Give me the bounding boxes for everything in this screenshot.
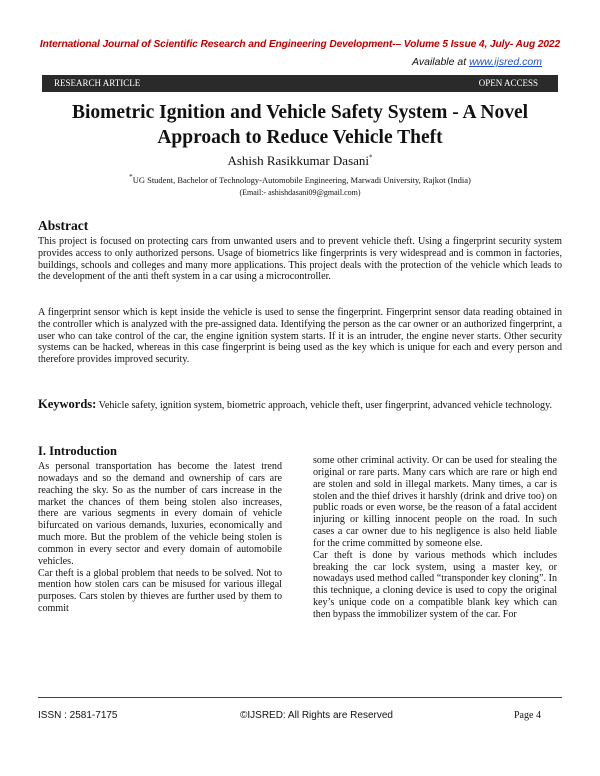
- available-at: [412, 56, 542, 68]
- article-banner: [42, 75, 558, 92]
- right-column: [313, 455, 557, 621]
- keywords: [38, 398, 562, 413]
- available-prefix: Available at: [412, 56, 470, 68]
- author-name: [40, 153, 560, 169]
- left-column: [38, 443, 282, 615]
- footer-page-number: Page 4: [514, 710, 541, 721]
- keywords-text: Vehicle safety, ignition system, biometric approach, vehicle theft, user fingerprint, advanced vehicle technology.: [96, 400, 552, 411]
- intro-paragraph-2: Car theft is a global problem that needs to be solved. Not to mention how stolen cars can be misused for various illegal purposes. Cars stolen by thieves are further used by them to commit: [38, 567, 282, 615]
- author-email: (Email:- ashishdasani09@gmail.com): [239, 188, 361, 197]
- journal-header: International Journal of Scientific Research and Engineering Development-– Volume 5 Issue 4, July- Aug 2022: [39, 39, 561, 50]
- intro-paragraph-3: some other criminal activity. Or can be used for stealing the original or rare parts. Many cars which are rare or high end are stolen and sold in illegal markets. Many times, a car is stolen and the thief drives it harshly (drink and drive too) on public roads or even worse, be the reason of a fatal accident injuring or killing innocent people on the road. In such cases a car owner due to his negligence is also held liable for the crime committed by someone else.: [313, 455, 557, 549]
- journal-website-link[interactable]: www.ijsred.com: [469, 56, 542, 68]
- open-access-label: OPEN ACCESS: [478, 78, 538, 88]
- intro-paragraph-1: As personal transportation has become the latest trend nowadays and so the demand and ownership of cars are reaching the sky. So as the number of cars increase in the market the chances of them being stolen also increases, there are various segments in every domain of vehicle bifurcated on various demands, luxuries, economically and much more. But the problem of the vehicle being stolen is common in every sector and every domain of automobile vehicles.: [38, 461, 282, 567]
- footer-divider: [38, 697, 562, 698]
- intro-paragraph-4: Car theft is done by various methods which includes breaking the car lock system, using a master key, or nowadays used method called “transponder key cloning”. In this technique, a cloning device is used to copy the original key’s unique code on a compatible blank key which can then bypass the immobilizer system of the car. For: [313, 549, 557, 620]
- abstract-heading: Abstract: [38, 218, 89, 233]
- footer-issn: ISSN : 2581-7175: [38, 710, 118, 721]
- title-line-2: Approach to Reduce Vehicle Theft: [157, 127, 443, 148]
- paper-title: [40, 100, 560, 150]
- research-article-label: RESEARCH ARTICLE: [54, 78, 141, 88]
- author-text: Ashish Rasikkumar Dasani: [227, 153, 370, 168]
- author-marker: *: [369, 153, 373, 162]
- keywords-label: Keywords:: [38, 397, 97, 411]
- abstract-paragraph-1: This project is focused on protecting cars from unwanted users and to prevent vehicle theft. Using a fingerprint security system provides access to only authorized persons. Usage of biometrics like fingerprints is very widespread and is common in factories, buildings, schools and colleges and many more applications. This project deals with the protection of the vehicle which leads to the development of the anti theft system in a car using a microcontroller.: [38, 236, 562, 283]
- affiliation-text: UG Student, Bachelor of Technology-Automobile Engineering, Marwadi University, Rajkot (India): [132, 174, 471, 185]
- footer-copyright: ©IJSRED: All Rights are Reserved: [240, 710, 393, 721]
- abstract-paragraph-2: A fingerprint sensor which is kept inside the vehicle is used to sense the fingerprint. Fingerprint sensor data reading obtained in the controller which is analyzed with the pre-assigned data. Identifying the person as the car owner or an authorized fingerprint, a user who can take control of the car, the engine ignition system starts. If it is an intruder, the engine never starts. Other security systems can be hacked, whereas in this case fingerprint is being used as the key which is unique for each and every person and therefore provides improved security.: [38, 307, 562, 366]
- author-affiliation: [40, 173, 560, 185]
- affiliation-marker: *: [129, 173, 133, 181]
- introduction-heading: I. Introduction: [38, 444, 117, 458]
- title-line-1: Biometric Ignition and Vehicle Safety System - A Novel: [71, 102, 529, 123]
